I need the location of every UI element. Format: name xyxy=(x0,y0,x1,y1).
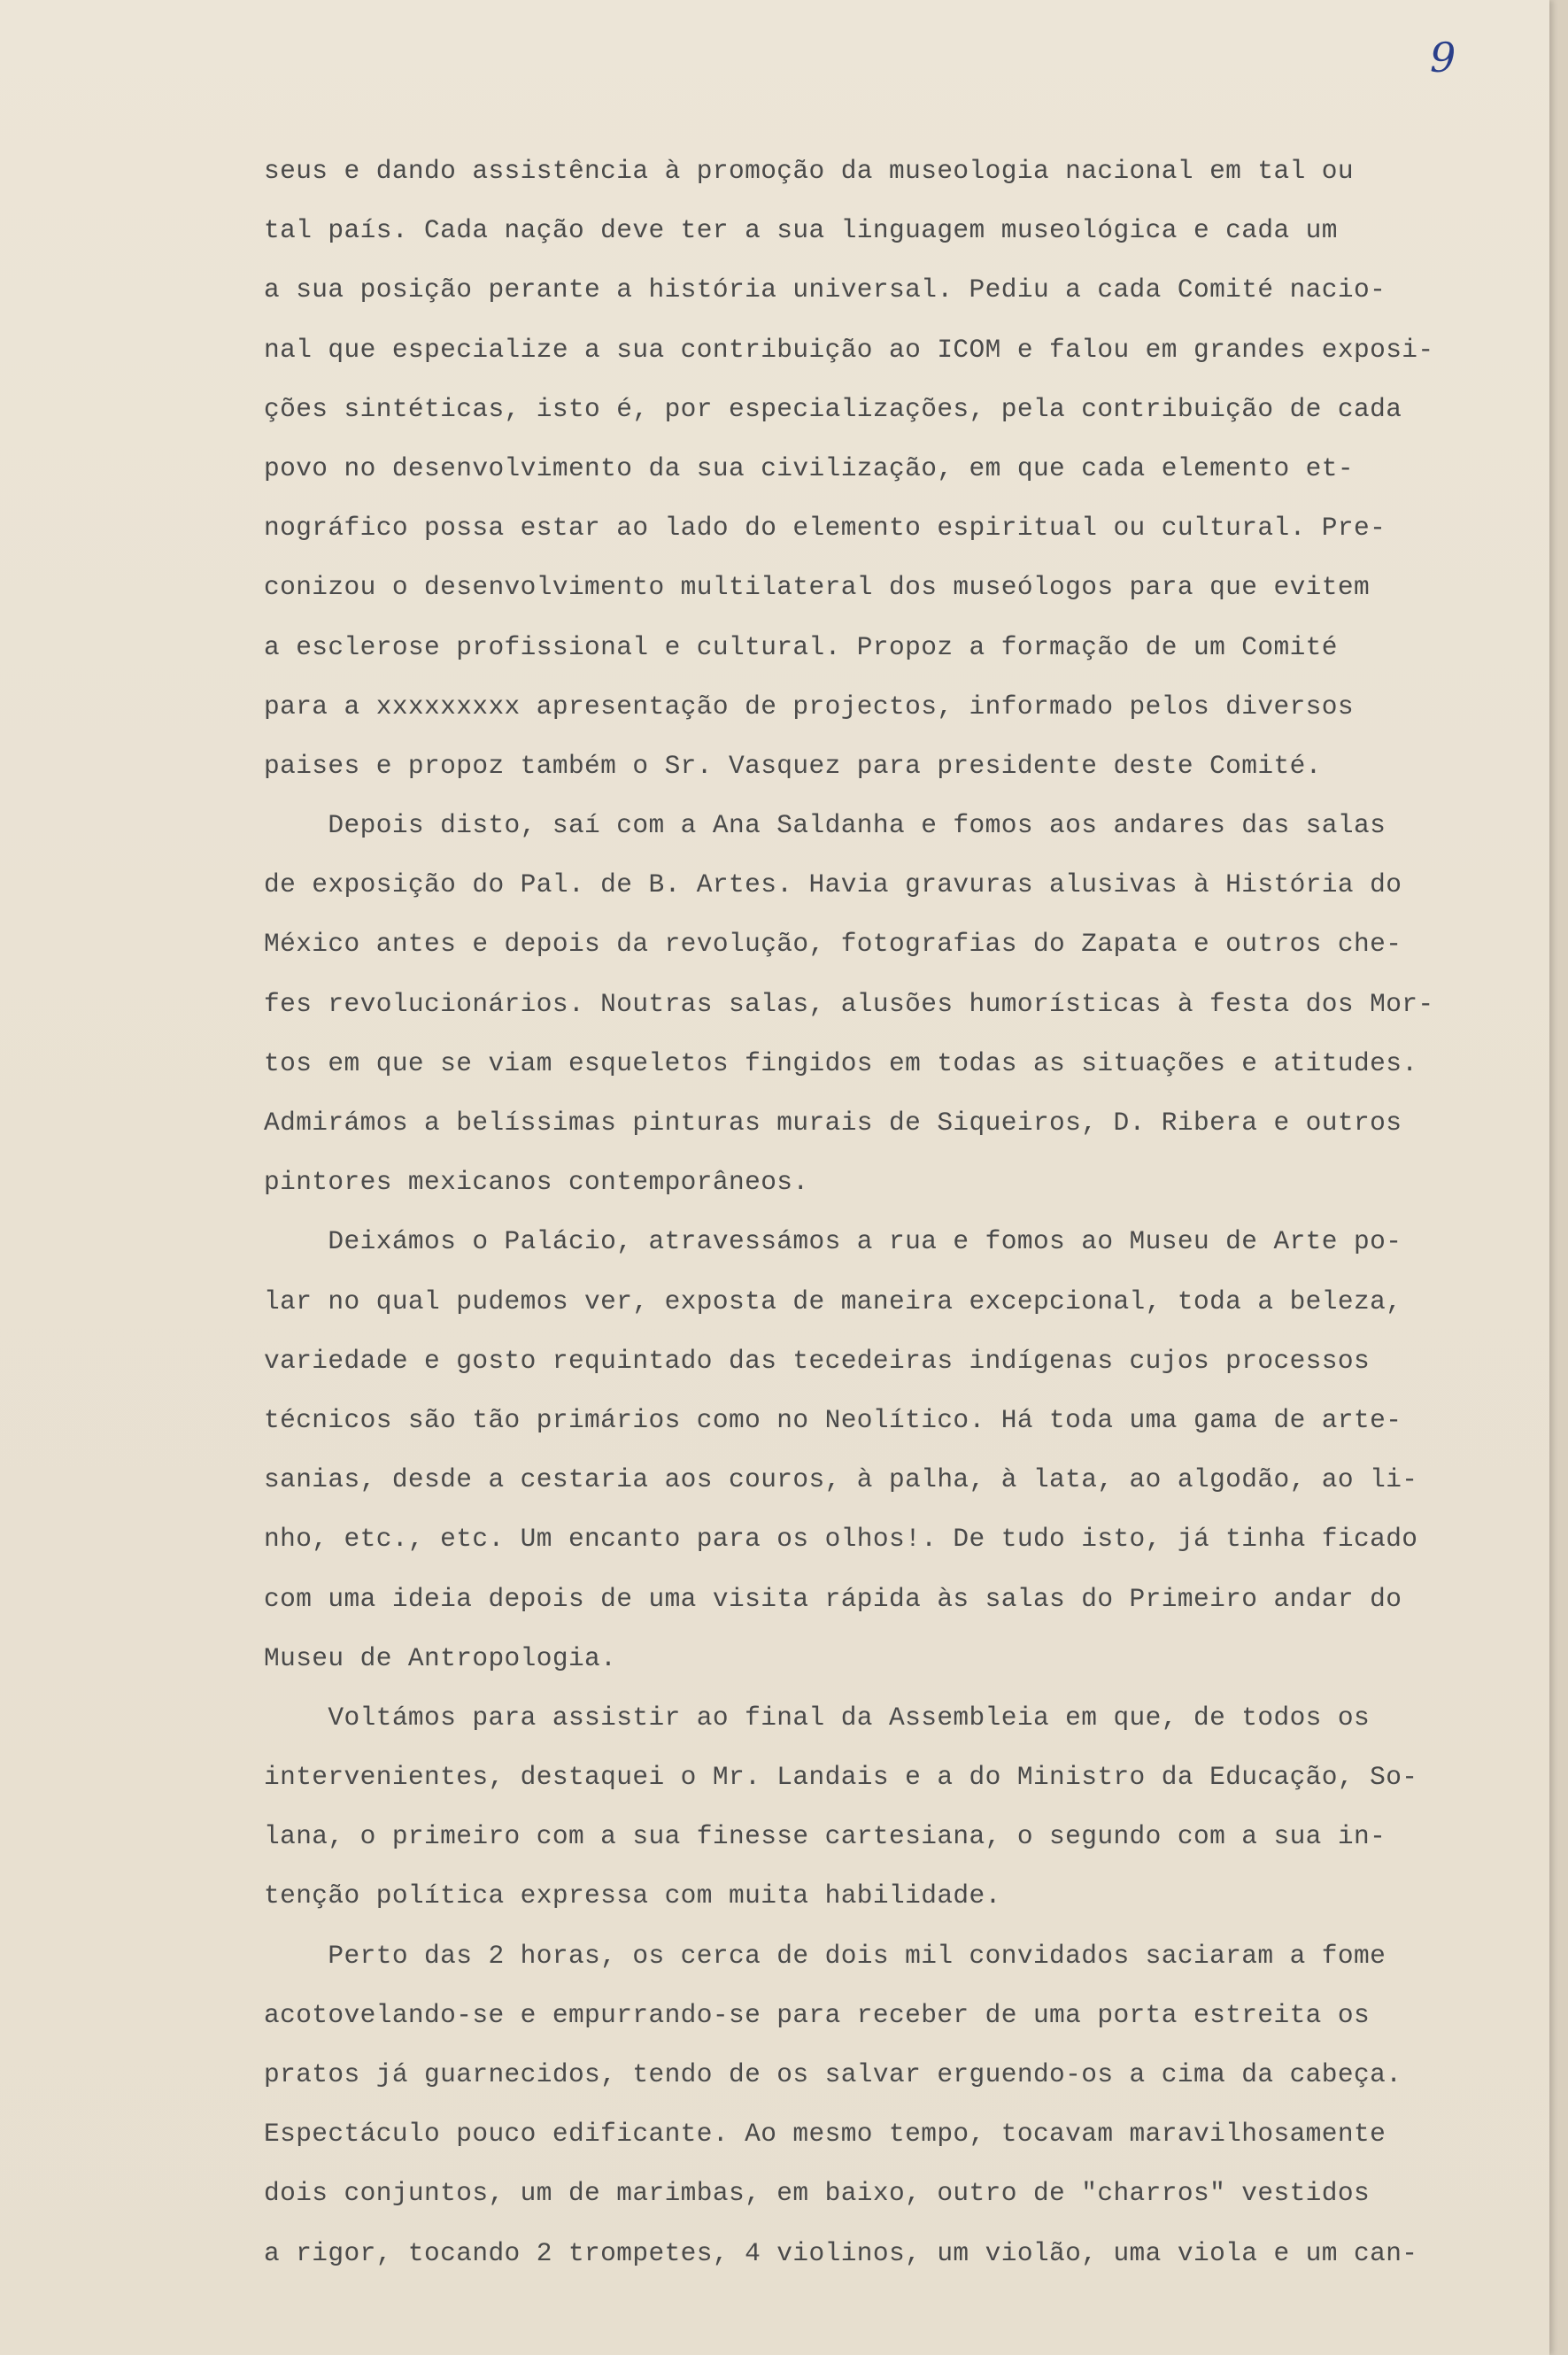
text-line: variedade e gosto requintado das tecedeiras indígenas cujos processos xyxy=(264,1345,1371,1376)
text-line: para a xxxxxxxxx apresentação de projectos, informado pelos diversos xyxy=(264,691,1354,722)
text-line: dois conjuntos, um de marimbas, em baixo, outro de "charros" vestidos xyxy=(264,2178,1371,2209)
text-line: lana, o primeiro com a sua finesse cartesiana, o segundo com a sua in- xyxy=(264,1821,1386,1852)
text-line: com uma ideia depois de uma visita rápida às salas do Primeiro andar do xyxy=(264,1583,1402,1614)
text-line: nográfico possa estar ao lado do elemento espiritual ou cultural. Pre- xyxy=(264,513,1386,544)
text-line: Perto das 2 horas, os cerca de dois mil convidados saciaram a fome xyxy=(264,1940,1386,1971)
text-line: tal país. Cada nação deve ter a sua linguagem museológica e cada um xyxy=(264,215,1338,246)
text-line: tos em que se viam esqueletos fingidos em todas as situações e atitudes. xyxy=(264,1047,1418,1078)
document-body xyxy=(264,142,1548,2283)
text-line: seus e dando assistência à promoção da museologia nacional em tal ou xyxy=(264,156,1354,186)
text-line: paises e propoz também o Sr. Vasquez para presidente deste Comité. xyxy=(264,750,1322,781)
text-line: Espectáculo pouco edificante. Ao mesmo tempo, tocavam maravilhosamente xyxy=(264,2119,1386,2150)
text-line: nho, etc., etc. Um encanto para os olhos!. De tudo isto, já tinha ficado xyxy=(264,1524,1418,1555)
text-line: acotovelando-se e empurrando-se para receber de uma porta estreita os xyxy=(264,1999,1371,2030)
paragraph xyxy=(264,1212,1548,1688)
text-line: Depois disto, saí com a Ana Saldanha e fomos aos andares das salas xyxy=(264,810,1386,841)
text-line: a rigor, tocando 2 trompetes, 4 violinos, um violão, uma viola e um can- xyxy=(264,2237,1418,2268)
text-line: pintores mexicanos contemporâneos. xyxy=(264,1167,809,1198)
text-line: nal que especialize a sua contribuição ao ICOM e falou em grandes exposi- xyxy=(264,334,1434,365)
paragraph xyxy=(264,142,1548,796)
text-line: conizou o desenvolvimento multilateral dos museólogos para que evitem xyxy=(264,572,1371,603)
text-line: a esclerose profissional e cultural. Propoz a formação de um Comité xyxy=(264,631,1338,662)
text-line: Museu de Antropologia. xyxy=(264,1642,617,1673)
text-line: fes revolucionários. Noutras salas, alusões humorísticas à festa dos Mor- xyxy=(264,988,1434,1019)
page-number: 9 xyxy=(1430,34,1456,81)
text-line: México antes e depois da revolução, fotografias do Zapata e outros che- xyxy=(264,929,1402,960)
text-line: ções sintéticas, isto é, por especializações, pela contribuição de cada xyxy=(264,393,1402,424)
text-line: povo no desenvolvimento da sua civilização, em que cada elemento et- xyxy=(264,452,1354,483)
text-line: a sua posição perante a história universal. Pediu a cada Comité nacio- xyxy=(264,274,1386,305)
text-line: lar no qual pudemos ver, exposta de maneira excepcional, toda a beleza, xyxy=(264,1286,1402,1316)
text-line: tenção política expressa com muita habilidade. xyxy=(264,1880,1001,1911)
paragraph xyxy=(264,796,1548,1212)
paragraph xyxy=(264,1926,1548,2283)
paragraph xyxy=(264,1688,1548,1926)
text-line: sanias, desde a cestaria aos couros, à palha, à lata, ao algodão, ao li- xyxy=(264,1464,1418,1495)
text-line: técnicos são tão primários como no Neolítico. Há toda uma gama de arte- xyxy=(264,1404,1402,1435)
text-line: Admirámos a belíssimas pinturas murais de Siqueiros, D. Ribera e outros xyxy=(264,1108,1402,1138)
text-line: de exposição do Pal. de B. Artes. Havia gravuras alusivas à História do xyxy=(264,869,1402,900)
text-line: pratos já guarnecidos, tendo de os salvar erguendo-os a cima da cabeça. xyxy=(264,2059,1402,2089)
text-line: Voltámos para assistir ao final da Assembleia em que, de todos os xyxy=(264,1702,1371,1733)
text-line: intervenientes, destaquei o Mr. Landais e a do Ministro da Educação, So- xyxy=(264,1762,1418,1793)
text-line: Deixámos o Palácio, atravessámos a rua e fomos ao Museu de Arte po- xyxy=(264,1226,1402,1257)
